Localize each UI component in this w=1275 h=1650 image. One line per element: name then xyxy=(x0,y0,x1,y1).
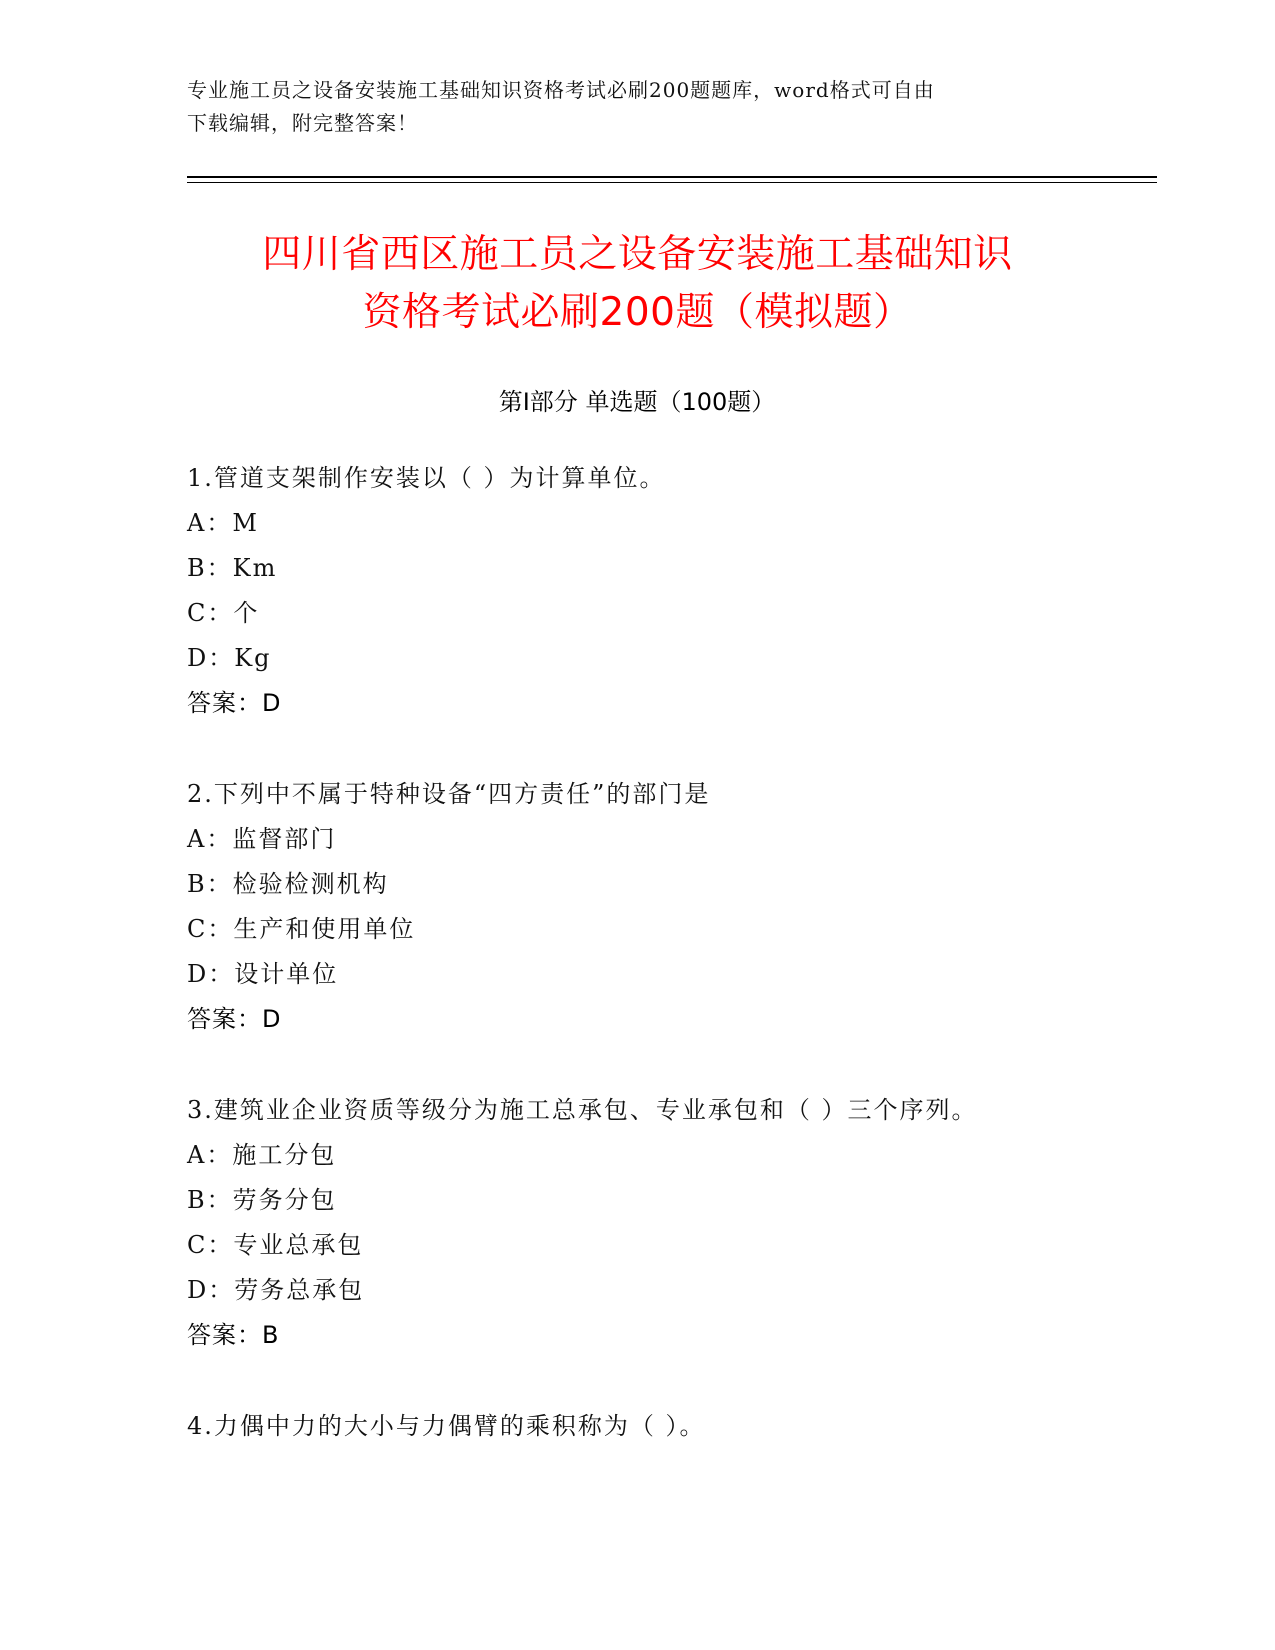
option-a: A：监督部门 xyxy=(187,825,337,853)
answer-line: 答案：B xyxy=(187,1321,280,1349)
question-stem: 3.建筑业企业资质等级分为施工总承包、专业承包和（ ）三个序列。 xyxy=(187,1096,978,1124)
header-divider-thick xyxy=(187,176,1157,178)
option-b: B：Km xyxy=(187,554,278,582)
question-stem: 2.下列中不属于特种设备“四方责任”的部门是 xyxy=(187,780,711,808)
question-block xyxy=(187,772,1137,1042)
header-note xyxy=(187,74,1087,140)
question-block xyxy=(187,1404,1137,1449)
header-note-line-2: 下载编辑，附完整答案！ xyxy=(187,111,418,135)
question-stem: 4.力偶中力的大小与力偶臂的乘积称为（ ）。 xyxy=(187,1412,706,1440)
document-title-line-1: 四川省西区施工员之设备安装施工基础知识 xyxy=(262,232,1013,277)
option-c: C：专业总承包 xyxy=(187,1231,364,1259)
question-block xyxy=(187,1088,1137,1358)
option-b: B：检验检测机构 xyxy=(187,870,389,898)
question-stem: 1.管道支架制作安装以（ ）为计算单位。 xyxy=(187,464,666,492)
document-title xyxy=(160,226,1115,342)
answer-line: 答案：D xyxy=(187,1005,282,1033)
document-title-line-2: 资格考试必刷200题（模拟题） xyxy=(362,290,913,335)
section-heading: 第Ⅰ部分 单选题（100题） xyxy=(498,388,776,416)
answer-line: 答案：D xyxy=(187,689,282,717)
option-d: D：设计单位 xyxy=(187,960,339,988)
option-a: A：施工分包 xyxy=(187,1141,337,1169)
option-d: D：Kg xyxy=(187,644,272,672)
option-d: D：劳务总承包 xyxy=(187,1276,365,1304)
header-divider-thin xyxy=(187,182,1157,183)
option-b: B：劳务分包 xyxy=(187,1186,337,1214)
header-note-line-1: 专业施工员之设备安装施工基础知识资格考试必刷200题题库，word格式可自由 xyxy=(187,78,935,102)
question-block xyxy=(187,456,1137,726)
option-a: A：M xyxy=(187,509,259,537)
option-c: C：生产和使用单位 xyxy=(187,915,416,943)
option-c: C：个 xyxy=(187,599,260,627)
